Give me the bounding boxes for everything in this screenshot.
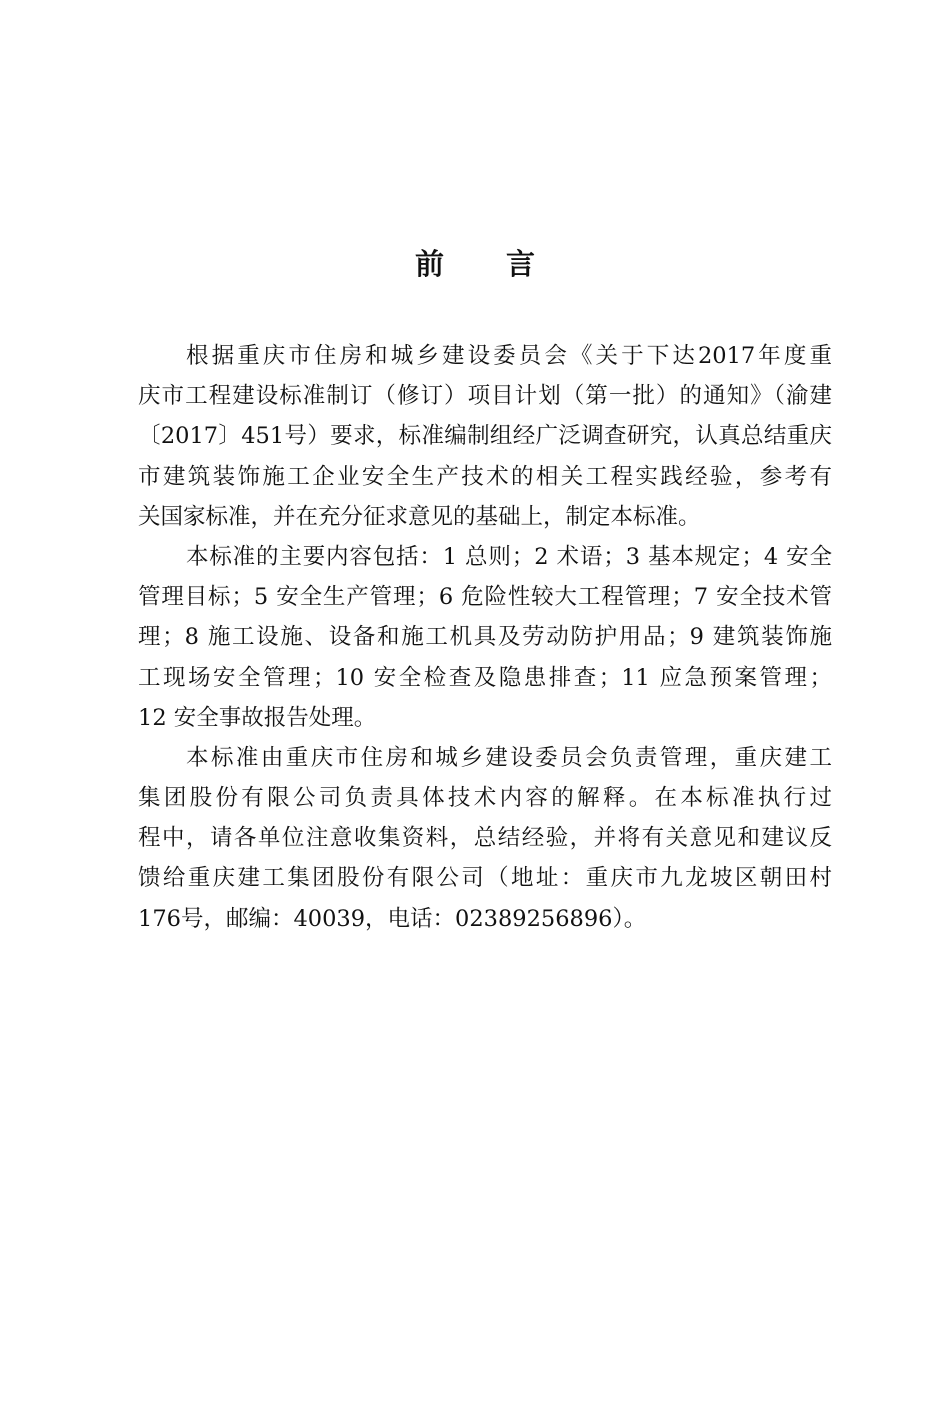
paragraph-2-line-3: 理；8 施工设施、设备和施工机具及劳动防护用品；9 建筑装饰施: [138, 624, 832, 651]
paragraph-3-line-2: 集团股份有限公司负责具体技术内容的解释。在本标准执行过: [138, 785, 832, 812]
paragraph-3-line-1: 本标准由重庆市住房和城乡建设委员会负责管理，重庆建工: [186, 744, 832, 771]
paragraph-3-line-5: 176号，邮编：40039，电话：02389256896）。: [138, 905, 647, 932]
paragraph-2-line-1: 本标准的主要内容包括：1 总则；2 术语；3 基本规定；4 安全: [186, 543, 832, 570]
paragraph-1-line-5: 关国家标准，并在充分征求意见的基础上，制定本标准。: [138, 503, 701, 530]
paragraph-2-line-4: 工现场安全管理；10 安全检查及隐患排查；11 应急预案管理；: [138, 664, 832, 691]
paragraph-2-line-2: 管理目标；5 安全生产管理；6 危险性较大工程管理；7 安全技术管: [138, 584, 832, 611]
paragraph-1-line-4: 市建筑装饰施工企业安全生产技术的相关工程实践经验，参考有: [138, 463, 832, 490]
paragraph-2-line-5: 12 安全事故报告处理。: [138, 704, 377, 731]
page-title: 前 言: [414, 247, 562, 281]
paragraph-3-line-3: 程中，请各单位注意收集资料，总结经验，并将有关意见和建议反: [138, 825, 832, 852]
paragraph-3-line-4: 馈给重庆建工集团股份有限公司（地址：重庆市九龙坡区朝田村: [138, 865, 832, 892]
preface-body: [138, 336, 832, 939]
paragraph-1-line-1: 根据重庆市住房和城乡建设委员会《关于下达2017年度重: [186, 343, 832, 369]
paragraph-1-line-3: 〔2017〕451号）要求，标准编制组经广泛调查研究，认真总结重庆: [138, 423, 832, 450]
paragraph-1-line-2: 庆市工程建设标准制订（修订）项目计划（第一批）的通知》（渝建: [138, 383, 832, 410]
